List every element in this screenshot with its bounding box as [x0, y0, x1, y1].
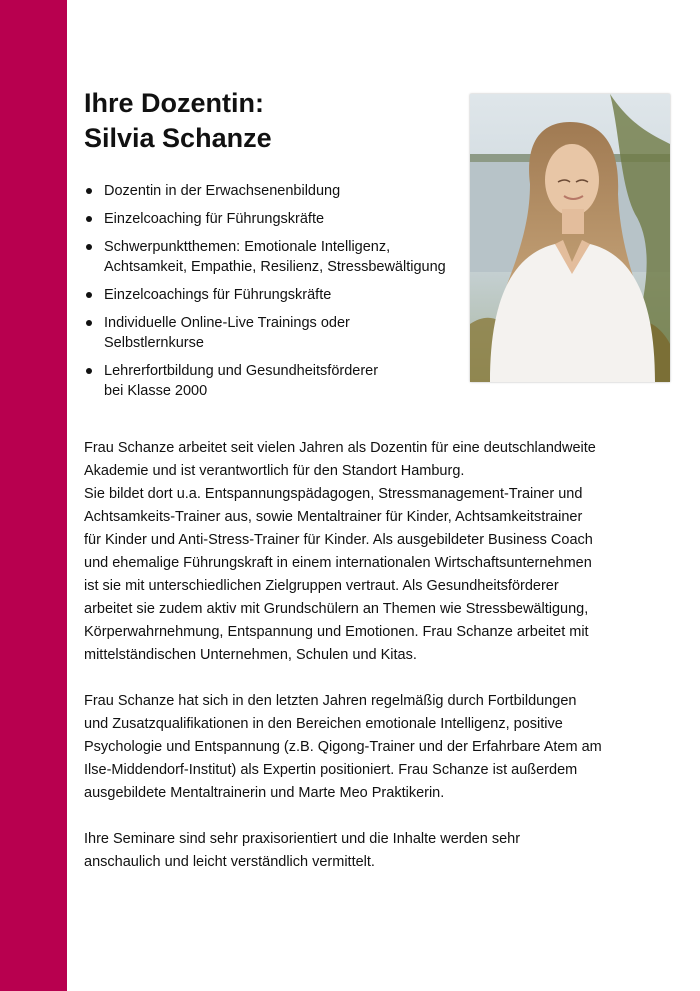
biography-text	[84, 437, 644, 897]
list-item	[84, 209, 464, 229]
list-item	[84, 285, 464, 305]
qualification-list	[84, 181, 464, 409]
text-line: Frau Schanze arbeitet seit vielen Jahren als Dozentin für eine deutschlandweite	[84, 440, 596, 456]
text-line: Achtsamkeits-Trainer aus, sowie Mentaltrainer für Kinder, Achtsamkeitstrainer	[84, 509, 583, 525]
text-line: und ehemalige Führungskraft in einem internationalen Wirtschaftsunternehmen	[84, 555, 592, 571]
portrait-photo	[470, 94, 670, 382]
text-line: Psychologie und Entspannung (z.B. Qigong-Trainer und der Erfahrbare Atem am	[84, 739, 602, 755]
title-line-1: Ihre Dozentin:	[84, 88, 264, 118]
text-line: für Kinder und Anti-Stress-Trainer für Kinder. Als ausgebildeter Business Coach	[84, 532, 593, 548]
list-item-text: Selbstlernkurse	[104, 335, 204, 351]
list-item-text: Dozentin in der Erwachsenenbildung	[104, 183, 341, 199]
text-line: Frau Schanze hat sich in den letzten Jahren regelmäßig durch Fortbildungen	[84, 693, 577, 709]
list-item	[84, 361, 464, 401]
text-line: anschaulich und leicht verständlich vermittelt.	[84, 854, 375, 870]
text-line: ist sie mit unterschiedlichen Zielgruppen vertraut. Als Gesundheitsförderer	[84, 578, 559, 594]
text-line: Ihre Seminare sind sehr praxisorientiert und die Inhalte werden sehr	[84, 831, 521, 847]
list-item	[84, 181, 464, 201]
portrait-photo-icon	[470, 94, 670, 382]
text-line: arbeitet sie zudem aktiv mit Grundschülern an Themen wie Stressbewältigung,	[84, 601, 589, 617]
list-item-text: Einzelcoachings für Führungskräfte	[104, 287, 332, 303]
paragraph	[84, 828, 644, 874]
list-item	[84, 313, 464, 353]
bullet-icon	[86, 292, 92, 298]
bullet-icon	[86, 188, 92, 194]
text-line: mittelständischen Unternehmen, Schulen und Kitas.	[84, 647, 417, 663]
list-item-text: Lehrerfortbildung und Gesundheitsförderer	[104, 363, 379, 379]
page-title	[84, 86, 272, 156]
accent-sidebar-bar	[0, 0, 67, 991]
list-item-text: Achtsamkeit, Empathie, Resilienz, Stressbewältigung	[104, 259, 446, 275]
list-item-text: bei Klasse 2000	[104, 383, 208, 399]
bullet-icon	[86, 320, 92, 326]
text-line: Körperwahrnehmung, Entspannung und Emotionen. Frau Schanze arbeitet mit	[84, 624, 589, 640]
paragraph	[84, 690, 644, 805]
bullet-icon	[86, 216, 92, 222]
text-line: Sie bildet dort u.a. Entspannungspädagogen, Stressmanagement-Trainer und	[84, 486, 583, 502]
list-item-text: Individuelle Online-Live Trainings oder	[104, 315, 350, 331]
list-item-text: Einzelcoaching für Führungskräfte	[104, 211, 325, 227]
bullet-icon	[86, 368, 92, 374]
paragraph	[84, 437, 644, 667]
text-line: ausgebildete Mentaltrainerin und Marte Meo Praktikerin.	[84, 785, 445, 801]
text-line: Ilse-Middendorf-Institut) als Expertin positioniert. Frau Schanze ist außerdem	[84, 762, 578, 778]
bullet-icon	[86, 244, 92, 250]
text-line: Akademie und ist verantwortlich für den Standort Hamburg.	[84, 463, 465, 479]
list-item-text: Schwerpunktthemen: Emotionale Intelligenz,	[104, 239, 391, 255]
list-item	[84, 237, 464, 277]
text-line: und Zusatzqualifikationen in den Bereichen emotionale Intelligenz, positive	[84, 716, 563, 732]
title-line-2: Silvia Schanze	[84, 123, 272, 153]
